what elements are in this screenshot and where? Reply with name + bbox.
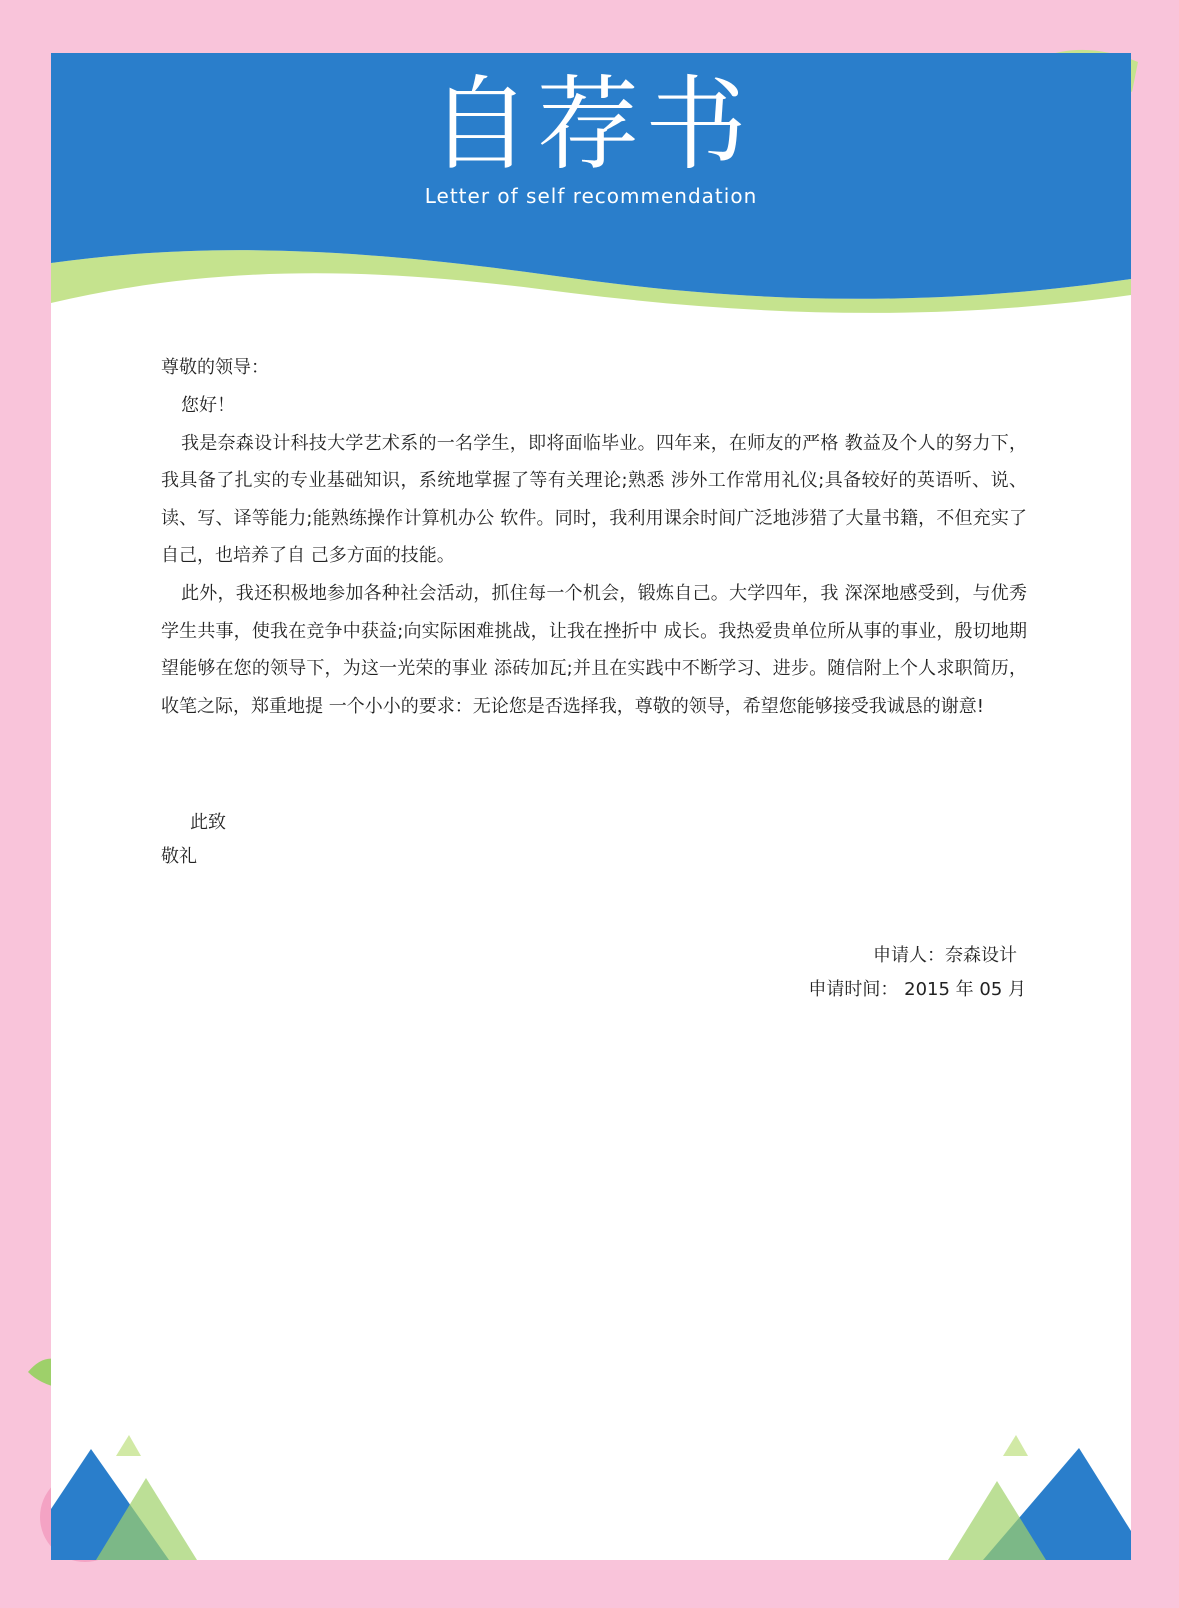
paragraph-1: 我是奈森设计科技大学艺术系的一名学生，即将面临毕业。四年来，在师友的严格 教益及个人的努力下，我具备了扎实的专业基础知识，系统地掌握了等有关理论;熟悉 涉外工作常用礼仪;具备较好的英语听、说、读、写、译等能力;能熟练操作计算机办公 软件。同时，我利用课余时间广泛地涉猎了大量书籍，不但充实了自己，也培养了自 己多方面的技能。: [161, 432, 1027, 567]
triangle-small-left: [116, 1435, 141, 1456]
page-title: 自荐书: [429, 66, 753, 185]
application-date: 申请时间： 2015 年 05 月: [808, 979, 1026, 1000]
page-subtitle: Letter of self recommendation: [424, 184, 758, 208]
paragraph-2: 此外，我还积极地参加各种社会活动，抓住每一个机会，锻炼自己。大学四年，我 深深地感受到，与优秀学生共事，使我在竞争中获益;向实际困难挑战，让我在挫折中 成长。我热爱贵单位所从事的事业，殷切地期望能够在您的领导下，为这一光荣的事业 添砖加瓦;并且在实践中不断学习、进步。随信附上个人求职简历，收笔之际，郑重地提 一个小小的要求：无论您是否选择我，尊敬的领导，希望您能够接受我诚恳的谢意!: [161, 582, 1027, 717]
closing-regards: 此致: [190, 812, 226, 833]
footer-triangles: [51, 1353, 1131, 1560]
triangle-small-right: [1003, 1435, 1028, 1456]
letter-paper: [51, 53, 1131, 1560]
salutation: 尊敬的领导：: [161, 357, 269, 378]
closing-salute: 敬礼: [161, 846, 197, 867]
applicant-name: 申请人：奈森设计: [873, 945, 1017, 966]
letter-body: [161, 349, 1027, 725]
greeting: 您好！: [181, 395, 235, 416]
